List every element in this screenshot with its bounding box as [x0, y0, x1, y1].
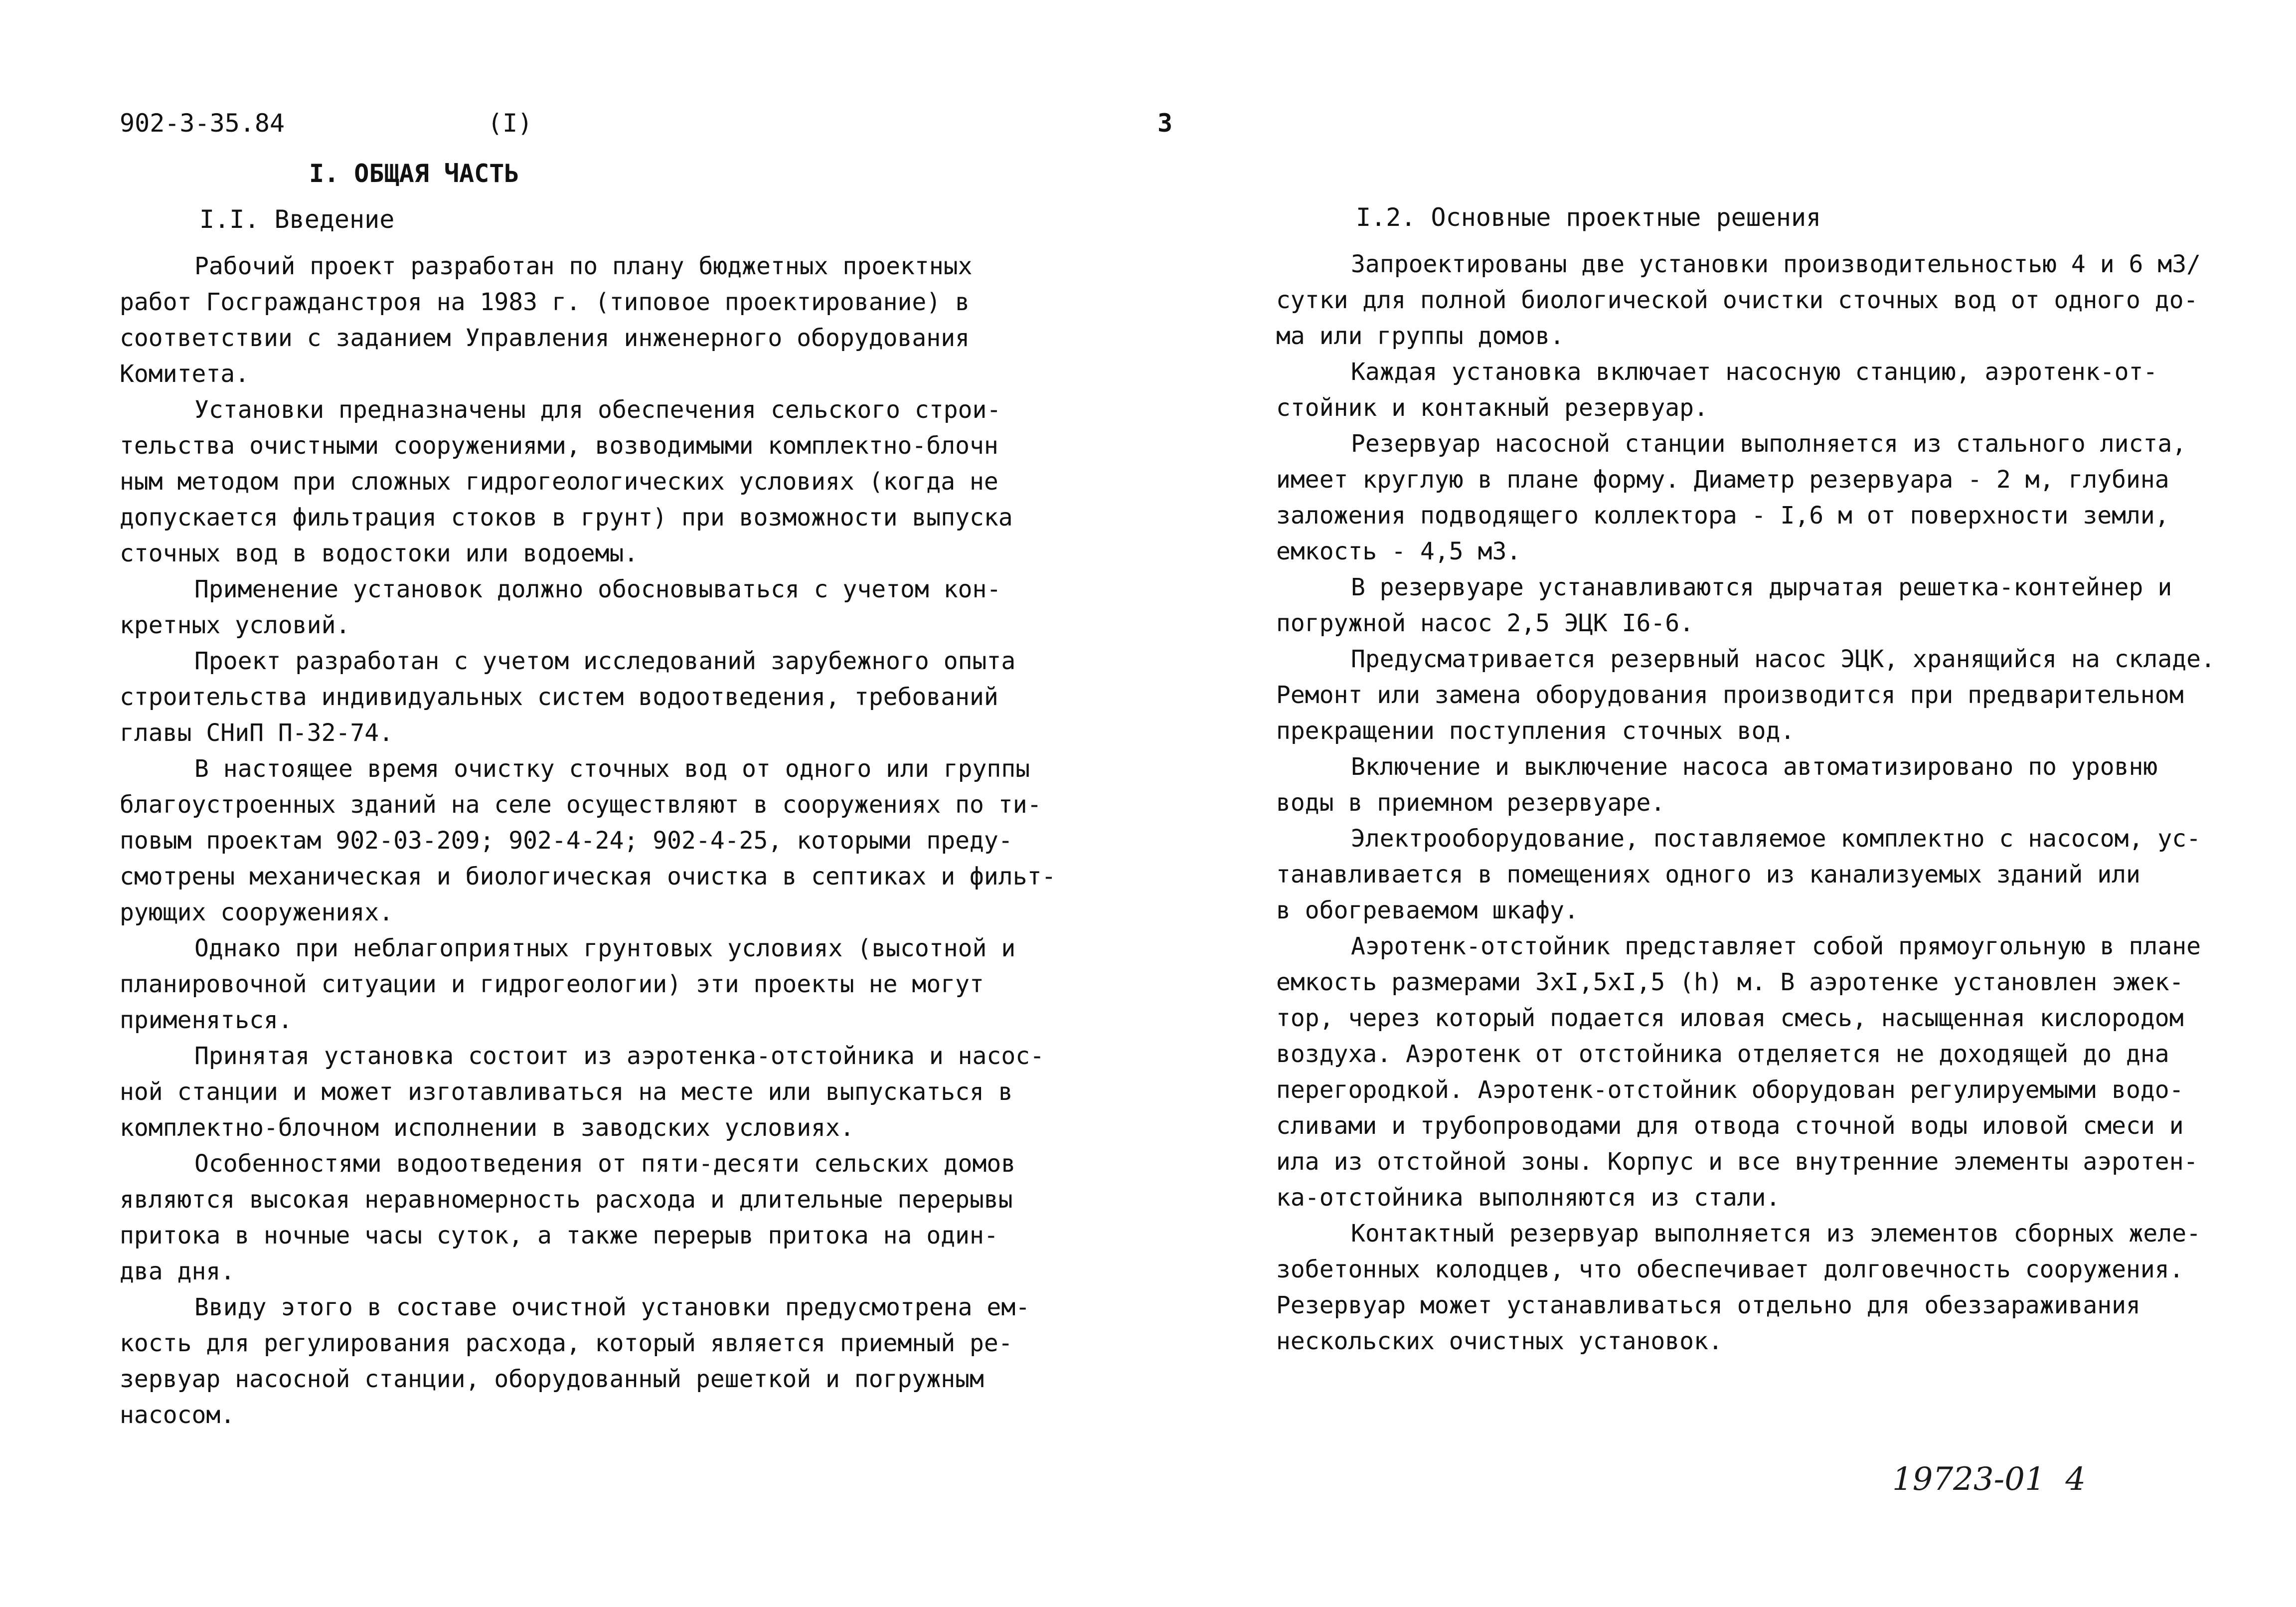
paragraph [1276, 749, 2213, 821]
paragraph-line: Рабочий проект разработан по плану бюджетных проектных [194, 252, 973, 280]
paragraph [1276, 1216, 2213, 1359]
paragraph [1276, 246, 2213, 354]
paragraph [1276, 821, 2213, 928]
paragraph [120, 248, 1097, 392]
paragraph-line: применяться. [120, 1006, 293, 1034]
paragraph-line: ила из отстойной зоны. Корпус и все внутренние элементы аэротен- [1276, 1148, 2198, 1176]
paragraph-line: Резервуар насосной станции выполняется из стального листа, [1351, 430, 2187, 458]
paragraph [120, 1289, 1097, 1433]
subsection-title-design-solutions: I.2. Основные проектные решения [1356, 203, 1821, 232]
paragraph-line: тельства очистными сооружениями, возводимыми комплектно-блочн [120, 432, 998, 460]
paragraph-line: главы СНиП П-32-74. [120, 719, 394, 747]
paragraph-line: заложения подводящего коллектора - I,6 м от поверхности земли, [1276, 502, 2169, 530]
paragraph-line: зервуар насосной станции, оборудованный решеткой и погружным [120, 1365, 984, 1393]
paragraph [1276, 426, 2213, 569]
left-column [120, 156, 1097, 1433]
paragraph-line: планировочной ситуации и гидрогеологии) эти проекты не могут [120, 970, 984, 998]
paragraph-line: перегородкой. Аэротенк-отстойник оборудован регулируемыми водо- [1276, 1076, 2184, 1104]
paragraph-line: рующих сооружениях. [120, 898, 394, 926]
paragraph-line: Применение установок должно обосновываться с учетом кон- [194, 575, 1001, 603]
paragraph [120, 1146, 1097, 1289]
paragraph [120, 643, 1097, 751]
paragraph-line: стойник и контакный резервуар. [1276, 394, 1708, 422]
paragraph [120, 392, 1097, 571]
paragraph-line: Однако при неблагоприятных грунтовых условиях (высотной и [194, 934, 1016, 962]
paragraph-line: Ремонт или замена оборудования производится при предварительном [1276, 681, 2184, 709]
paragraph-line: повым проектам 902-03-209; 902-4-24; 902-4-25, которыми преду- [120, 827, 1013, 855]
paragraph-line: два дня. [120, 1257, 235, 1285]
paragraph-line: ма или группы домов. [1276, 322, 1564, 350]
paragraph-line: емкость - 4,5 м3. [1276, 537, 1521, 565]
paragraph [1276, 354, 2213, 426]
right-column [1276, 199, 2213, 1359]
left-body [120, 248, 1097, 1433]
paragraph-line: воды в приемном резервуаре. [1276, 789, 1665, 817]
paragraph-line: Ввиду этого в составе очистной установки предусмотрена ем- [194, 1293, 1030, 1321]
handwritten-archive-number: 19723-01 4 [1892, 1461, 2086, 1498]
paragraph-line: являются высокая неравномерность расхода и длительные перерывы [120, 1186, 1013, 1214]
paragraph-line: строительства индивидуальных систем водоотведения, требований [120, 683, 998, 711]
paragraph-line: Предусматривается резервный насос ЭЦК, хранящийся на складе. [1351, 645, 2215, 673]
paragraph-line: Запроектированы две установки производительностью 4 и 6 м3/ [1351, 250, 2201, 278]
sheet-number: (I) [488, 109, 533, 138]
paragraph-line: тор, через который подается иловая смесь, насыщенная кислородом [1276, 1004, 2184, 1032]
paragraph-line: комплектно-блочном исполнении в заводских условиях. [120, 1114, 854, 1142]
paragraph-line: ной станции и может изготавливаться на месте или выпускаться в [120, 1078, 1013, 1106]
paragraph-line: ка-отстойника выполняются из стали. [1276, 1184, 1781, 1212]
paragraph-line: в обогреваемом шкафу. [1276, 896, 1579, 924]
paragraph-line: воздуха. Аэротенк от отстойника отделяется не доходящей до дна [1276, 1040, 2169, 1068]
paragraph-line: кость для регулирования расхода, который является приемный ре- [120, 1329, 1013, 1357]
paragraph-line: Электрооборудование, поставляемое комплектно с насосом, ус- [1351, 825, 2201, 853]
paragraph-line: ным методом при сложных гидрогеологических условиях (когда не [120, 468, 998, 496]
paragraph-line: смотрены механическая и биологическая очистка в септиках и фильт- [120, 863, 1056, 891]
paragraph-line: насосом. [120, 1401, 235, 1429]
paragraph-line: Принятая установка состоит из аэротенка-отстойника и насос- [194, 1042, 1045, 1070]
paragraph-line: соответствии с заданием Управления инженерного оборудования [120, 324, 970, 352]
paragraph-line: Проект разработан с учетом исследований зарубежного опыта [194, 647, 1016, 675]
page-number: 3 [1157, 109, 1173, 138]
paragraph-line: Особенностями водоотведения от пяти-десяти сельских домов [194, 1150, 1016, 1178]
paragraph-line: зобетонных колодцев, что обеспечивает долговечность сооружения. [1276, 1255, 2184, 1283]
subsection-title-introduction: I.I. Введение [199, 205, 395, 234]
paragraph [1276, 928, 2213, 1216]
paragraph-line: Контактный резервуар выполняется из элементов сборных желе- [1351, 1220, 2201, 1248]
paragraph-line: Включение и выключение насоса автоматизировано по уровню [1351, 753, 2158, 781]
paragraph-line: Резервуар может устанавливаться отдельно для обеззараживания [1276, 1291, 2140, 1319]
paragraph-line: работ Госгражданстроя на 1983 г. (типовое проектирование) в [120, 288, 970, 316]
paragraph [120, 751, 1097, 930]
paragraph-line: сливами и трубопроводами для отвода сточной воды иловой смеси и [1276, 1112, 2184, 1140]
paragraph [120, 571, 1097, 643]
paragraph-line: прекращении поступления сточных вод. [1276, 717, 1795, 745]
paragraph-line: Каждая установка включает насосную станцию, аэротенк-от- [1351, 358, 2158, 386]
paragraph-line: сутки для полной биологической очистки сточных вод от одного до- [1276, 286, 2198, 314]
paragraph-line: емкость размерами 3xI,5xI,5 (h) м. В аэротенке установлен эжек- [1276, 968, 2184, 996]
paragraph-line: Аэротенк-отстойник представляет собой прямоугольную в плане [1351, 932, 2201, 960]
paragraph-line: кретных условий. [120, 611, 350, 639]
document-code: 902-3-35.84 [120, 109, 285, 138]
paragraph [120, 930, 1097, 1038]
paragraph [120, 1038, 1097, 1146]
paragraph-line: нескольских очистных установок. [1276, 1327, 1723, 1355]
paragraph-line: Комитета. [120, 360, 250, 388]
paragraph-line: благоустроенных зданий на селе осуществляют в сооружениях по ти- [120, 791, 1042, 819]
paragraph-line: сточных вод в водостоки или водоемы. [120, 539, 639, 567]
paragraph [1276, 569, 2213, 641]
paragraph-line: танавливается в помещениях одного из канализуемых зданий или [1276, 861, 2140, 889]
paragraph-line: допускается фильтрация стоков в грунт) при возможности выпуска [120, 504, 1013, 532]
section-title: I. ОБЩАЯ ЧАСТЬ [309, 159, 519, 188]
paragraph-line: В резервуаре устанавливаются дырчатая решетка-контейнер и [1351, 573, 2172, 601]
paragraph-line: погружной насос 2,5 ЭЦК I6-6. [1276, 609, 1694, 637]
paragraph [1276, 641, 2213, 749]
paragraph-line: В настоящее время очистку сточных вод от одного или группы [194, 755, 1030, 783]
paragraph-line: Установки предназначены для обеспечения сельского строи- [194, 396, 1001, 424]
paragraph-line: имеет круглую в плане форму. Диаметр резервуара - 2 м, глубина [1276, 466, 2169, 494]
paragraph-line: притока в ночные часы суток, а также перерыв притока на один- [120, 1222, 998, 1250]
right-body [1276, 246, 2213, 1359]
